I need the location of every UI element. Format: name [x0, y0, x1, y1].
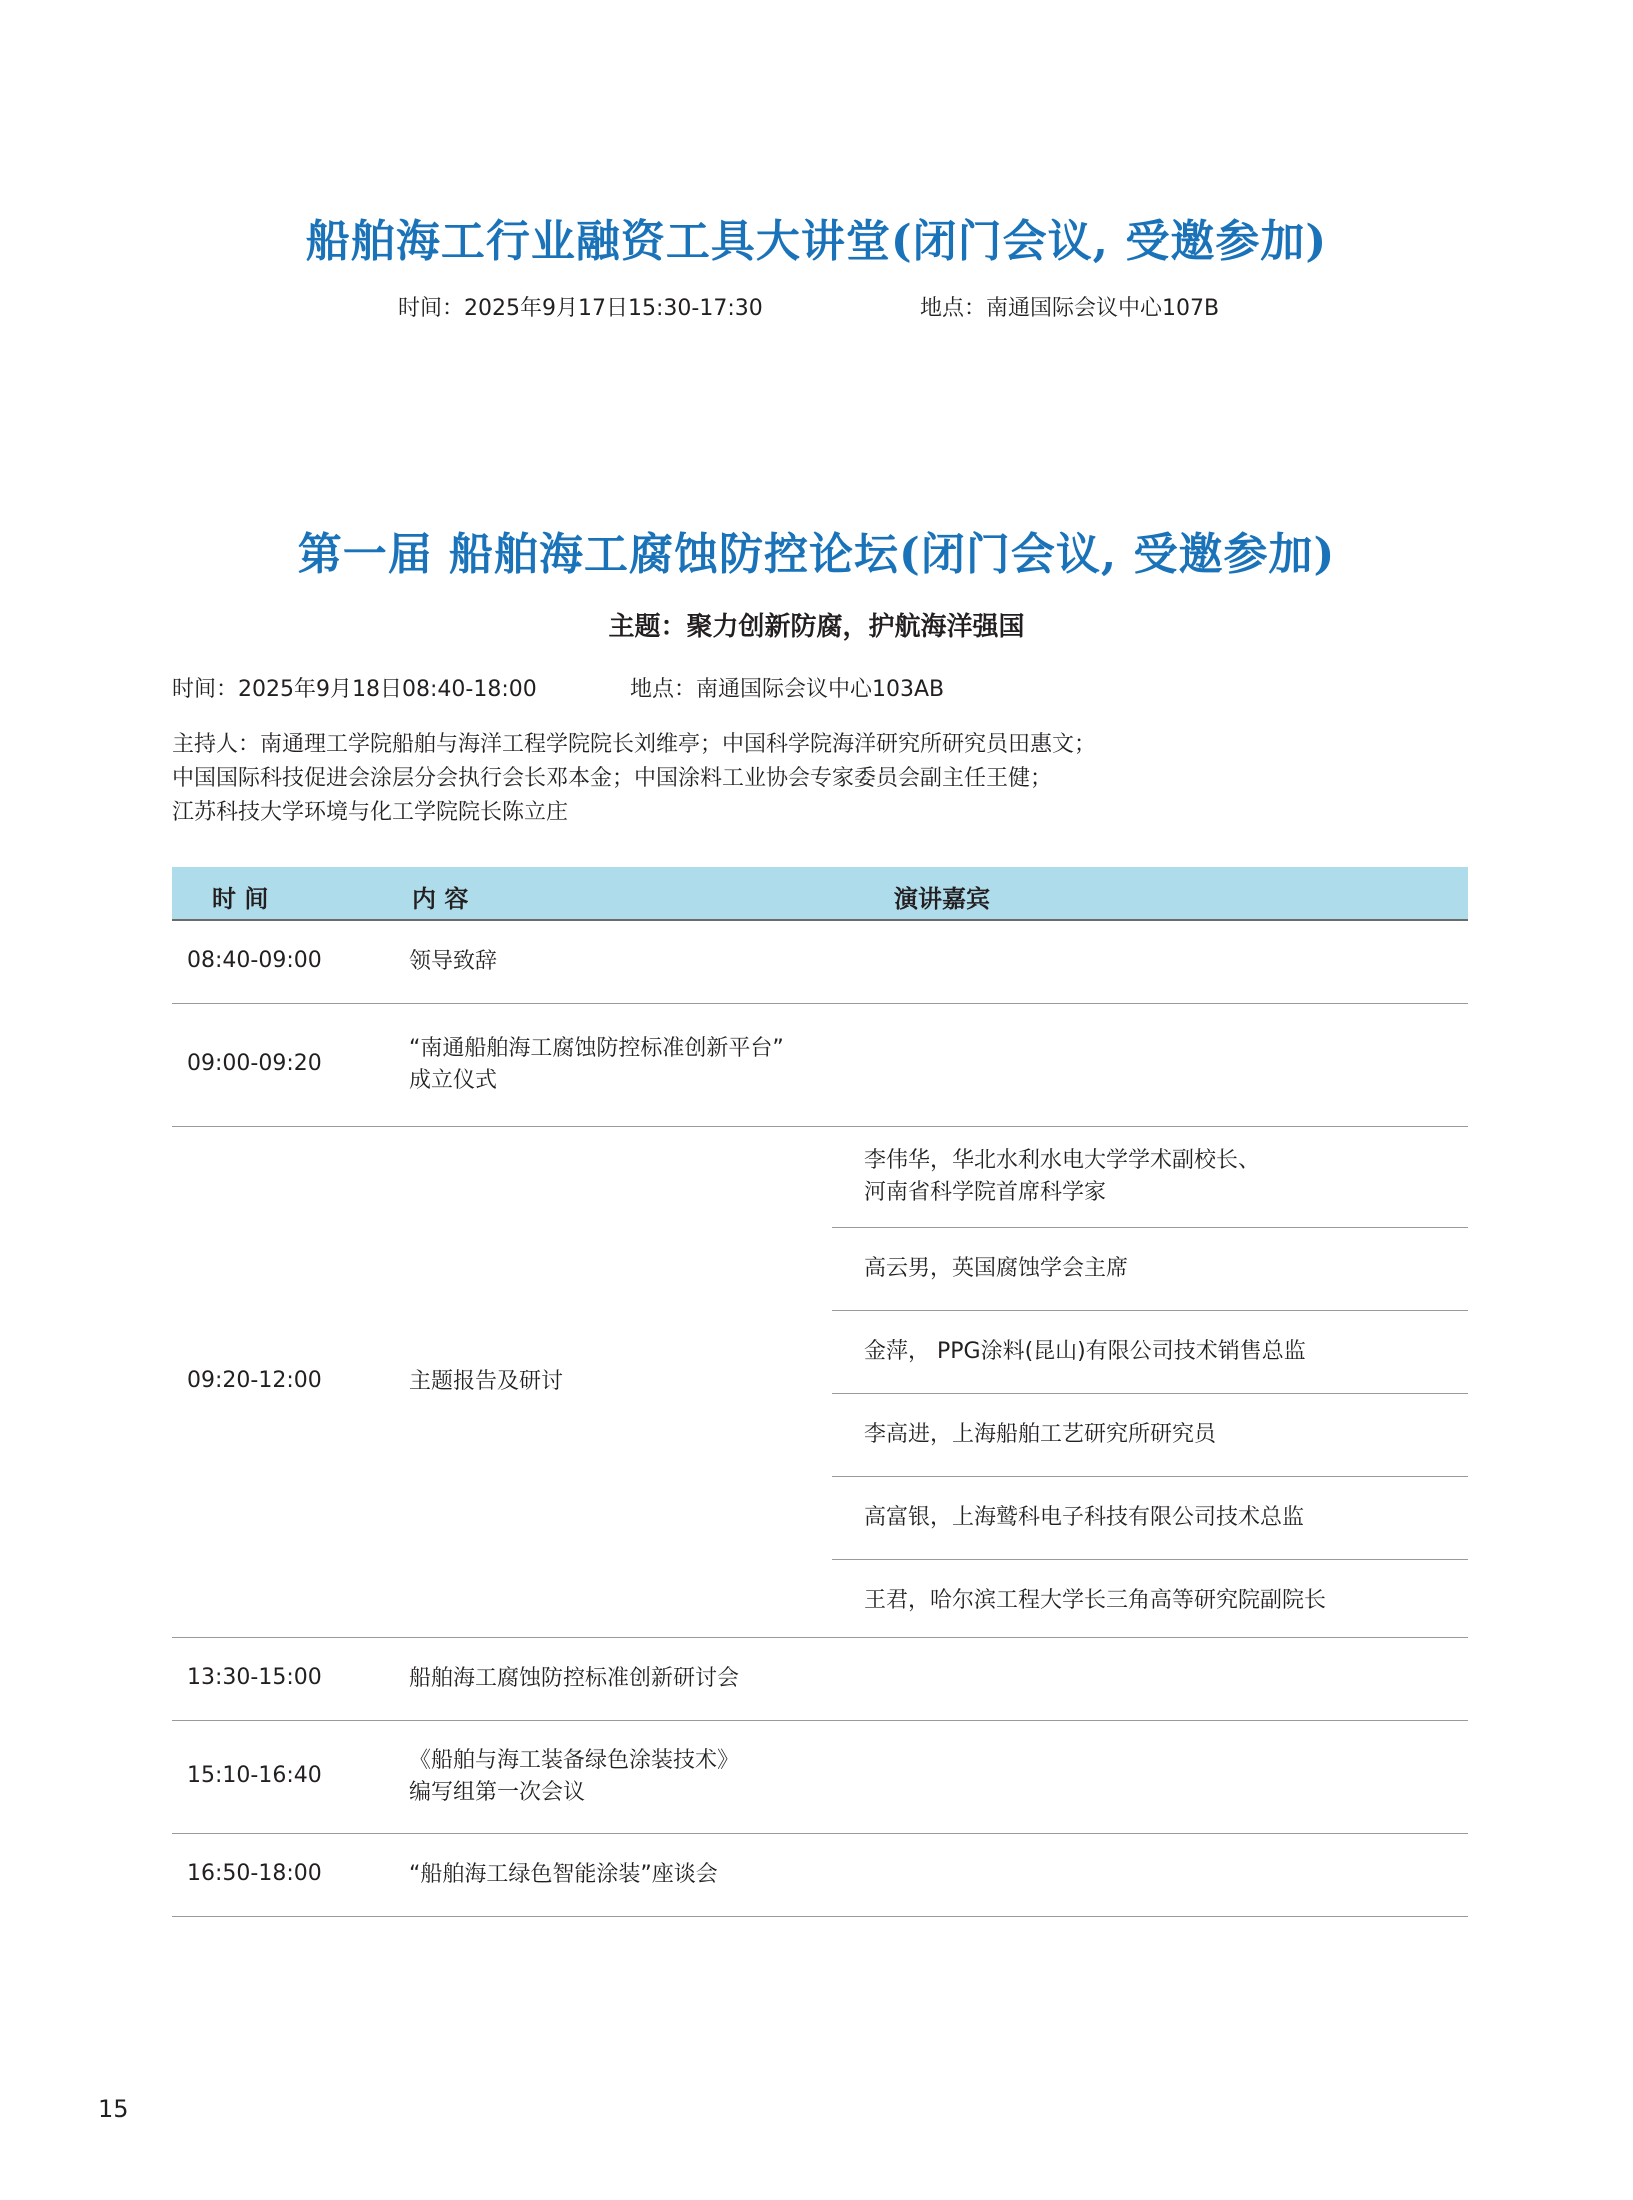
table-body — [172, 921, 1468, 1917]
hosts-line: 中国国际科技促进会涂层分会执行会长邓本金；中国涂料工业协会专家委员会副主任王健； — [172, 766, 1053, 791]
section2-time: 时间：2025年9月18日08:40-18:00 — [172, 677, 537, 702]
hosts-list — [172, 728, 1096, 830]
row-content — [409, 946, 497, 978]
section1-time: 时间：2025年9月17日15:30-17:30 — [398, 296, 763, 321]
hosts-line: 江苏科技大学环境与化工学院院长陈立庄 — [172, 800, 569, 825]
speaker-entry — [832, 1394, 1468, 1477]
row-content-line: 主题报告及研讨 — [409, 1369, 564, 1394]
table-row — [172, 1638, 1468, 1721]
row-content-line: 领导致辞 — [409, 949, 498, 974]
row-content — [409, 1663, 739, 1695]
speaker-text — [864, 1419, 1216, 1451]
speakers-list — [832, 1127, 1468, 1642]
speaker-line: 李伟华，华北水利水电大学学术副校长、 — [864, 1148, 1261, 1173]
speaker-line: 李高进，上海船舶工艺研究所研究员 — [864, 1422, 1217, 1447]
row-time: 15:10-16:40 — [187, 1763, 322, 1788]
section2-place: 地点：南通国际会议中心103AB — [630, 677, 945, 702]
table-header — [172, 867, 1468, 921]
table-row — [172, 1834, 1468, 1917]
speaker-entry — [832, 1228, 1468, 1311]
table-row — [172, 1004, 1468, 1127]
row-time: 08:40-09:00 — [187, 948, 322, 973]
speaker-line: 王君，哈尔滨工程大学长三角高等研究院副院长 — [864, 1588, 1327, 1613]
row-content — [409, 1859, 718, 1891]
speaker-text — [864, 1336, 1306, 1368]
speaker-text — [864, 1585, 1326, 1617]
row-content-line: 船舶海工腐蚀防控标准创新研讨会 — [409, 1666, 740, 1691]
row-content-line: 成立仪式 — [409, 1068, 498, 1093]
section1-place: 地点：南通国际会议中心107B — [920, 296, 1220, 321]
speaker-text — [864, 1502, 1304, 1534]
speaker-entry — [832, 1127, 1468, 1228]
row-content-line: “船舶海工绿色智能涂装”座谈会 — [409, 1862, 718, 1887]
row-content-line: 编写组第一次会议 — [409, 1780, 586, 1805]
row-time: 09:00-09:20 — [187, 1051, 322, 1076]
speaker-line: 高云男，英国腐蚀学会主席 — [864, 1256, 1129, 1281]
speaker-line: 河南省科学院首席科学家 — [864, 1180, 1107, 1205]
header-speakers: 演讲嘉宾 — [894, 885, 990, 913]
row-content-line: 《船舶与海工装备绿色涂装技术》 — [409, 1748, 740, 1773]
speaker-entry — [832, 1477, 1468, 1560]
row-content — [409, 1033, 784, 1097]
agenda-table — [172, 867, 1468, 1917]
section1-title: 船舶海工行业融资工具大讲堂(闭门会议, 受邀参加) — [305, 216, 1328, 267]
page-number: 15 — [98, 2095, 129, 2123]
row-time: 13:30-15:00 — [187, 1665, 322, 1690]
section2-title: 第一届 船舶海工腐蚀防控论坛(闭门会议, 受邀参加) — [297, 529, 1336, 580]
speaker-entry — [832, 1560, 1468, 1642]
speaker-text — [864, 1145, 1260, 1209]
row-content — [409, 1366, 563, 1398]
speaker-line: 金萍， PPG涂料(昆山)有限公司技术销售总监 — [864, 1339, 1306, 1364]
row-content — [409, 1745, 739, 1809]
row-time: 16:50-18:00 — [187, 1861, 322, 1886]
hosts-line: 主持人：南通理工学院船舶与海洋工程学院院长刘维亭；中国科学院海洋研究所研究员田惠文； — [172, 732, 1097, 757]
speaker-entry — [832, 1311, 1468, 1394]
table-row — [172, 1127, 1468, 1638]
speaker-text — [864, 1253, 1128, 1285]
table-row — [172, 1721, 1468, 1834]
speaker-line: 高富银，上海鹫科电子科技有限公司技术总监 — [864, 1505, 1305, 1530]
header-content: 内 容 — [412, 885, 469, 913]
row-content-line: “南通船舶海工腐蚀防控标准创新平台” — [409, 1036, 784, 1061]
row-time: 09:20-12:00 — [187, 1368, 322, 1393]
section2-theme: 主题：聚力创新防腐，护航海洋强国 — [608, 612, 1025, 642]
table-row — [172, 921, 1468, 1004]
header-time: 时 间 — [212, 885, 269, 913]
